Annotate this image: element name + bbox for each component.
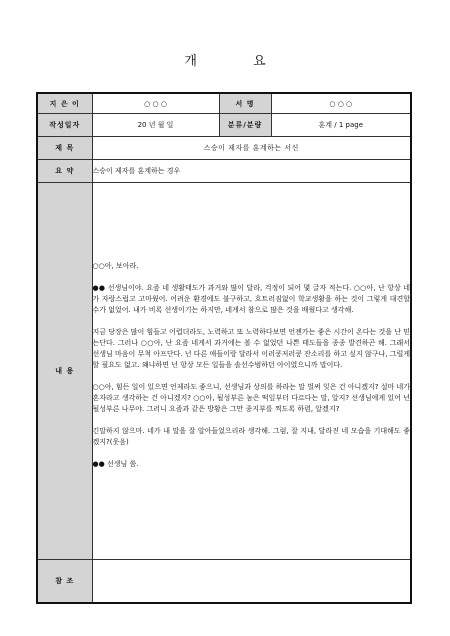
summary-label: 요 약	[37, 160, 92, 183]
reference-label: 참 조	[37, 559, 92, 603]
recipient-value: ○ ○ ○	[271, 93, 411, 114]
date-row	[37, 114, 411, 137]
category-value: 훈계 / 1 page	[271, 114, 411, 137]
reference-value	[92, 559, 411, 603]
content-paragraph-2: 지금 당장은 많이 힘들고 어렵더라도, 노력하고 또 노력하다보면 언젠가는 좋은 시간이 온다는 것을 난 믿는단다. 그러나 ○○아, 난 요즘 네게서 과거에는 볼 수 없었던 나쁜 태도들을 종종 발견하곤 해. 그래서 선생님 마음이 무척 아프단다. 넌 다른 애들이랑 달라서 이러쿵저러쿵 잔소리를 하고 싶지 않구나, 그럴게 할 필요도 없고. 왜냐하면 넌 항상 모든 일들을 솔선수범하던 아이였으니까 말이다.	[92, 327, 410, 369]
form-table	[36, 92, 412, 604]
subject-label: 제 목	[37, 137, 92, 160]
summary-row	[37, 160, 411, 183]
date-value: 20 년 월 일	[92, 114, 219, 137]
subject-row	[37, 137, 411, 160]
document-title: 개 요	[184, 54, 292, 69]
content-paragraph-1: ●● 선생님이야. 요즘 네 생활태도가 과거와 많이 달라, 걱정이 되어 몇 글자 적는다. ○○아, 난 항상 네가 자랑스럽고 고마웠어. 어려운 환경에도 불구하고, 흐트러짐없이 학교생활을 하는 것이 그렇게 대견할 수가 없었어. 내가 비록 선생이기는 하지만, 네게서 참으로 많은 것을 배웠다고 생각해.	[92, 283, 410, 314]
author-value: ○ ○ ○	[92, 93, 219, 114]
content-row	[37, 182, 411, 559]
content-label: 내 용	[37, 182, 92, 559]
subject-value: 스승이 제자를 훈계하는 서신	[92, 137, 411, 160]
category-label: 분류/분량	[219, 114, 271, 137]
author-row	[37, 93, 411, 114]
date-label: 작성일자	[37, 114, 92, 137]
author-label: 지 은 이	[37, 93, 92, 114]
content-body	[92, 182, 411, 559]
content-paragraph-4: 긴말하지 않으마. 네가 내 말을 잘 알아들었으리라 생각해. 그럼, 잘 지내, 달라진 네 모습을 기대해도 좋겠지?(웃음)	[92, 426, 410, 446]
content-signature: ●● 선생님 씀.	[92, 459, 139, 468]
reference-row	[37, 559, 411, 603]
recipient-label: 서 명	[219, 93, 271, 114]
content-paragraph-3: ○○아, 힘든 일이 있으면 언제라도 좋으니, 선생님과 상의를 하라는 말 벌써 잊은 건 아니겠지? 설마 네가 혼자라고 생각하는 건 아니겠지? ○○아, 될성부른 놈은 떡잎부터 다르다는 말, 알지? 선생님에게 있어 넌 될성부른 나무야. 그러니 요즘과 같은 방황은 그만 종지부를 찍도록 하렴, 알겠지?	[92, 382, 410, 413]
content-greeting: ○○아, 보아라.	[92, 261, 139, 270]
summary-value: 스승이 제자를 훈계하는 경우	[92, 160, 411, 183]
